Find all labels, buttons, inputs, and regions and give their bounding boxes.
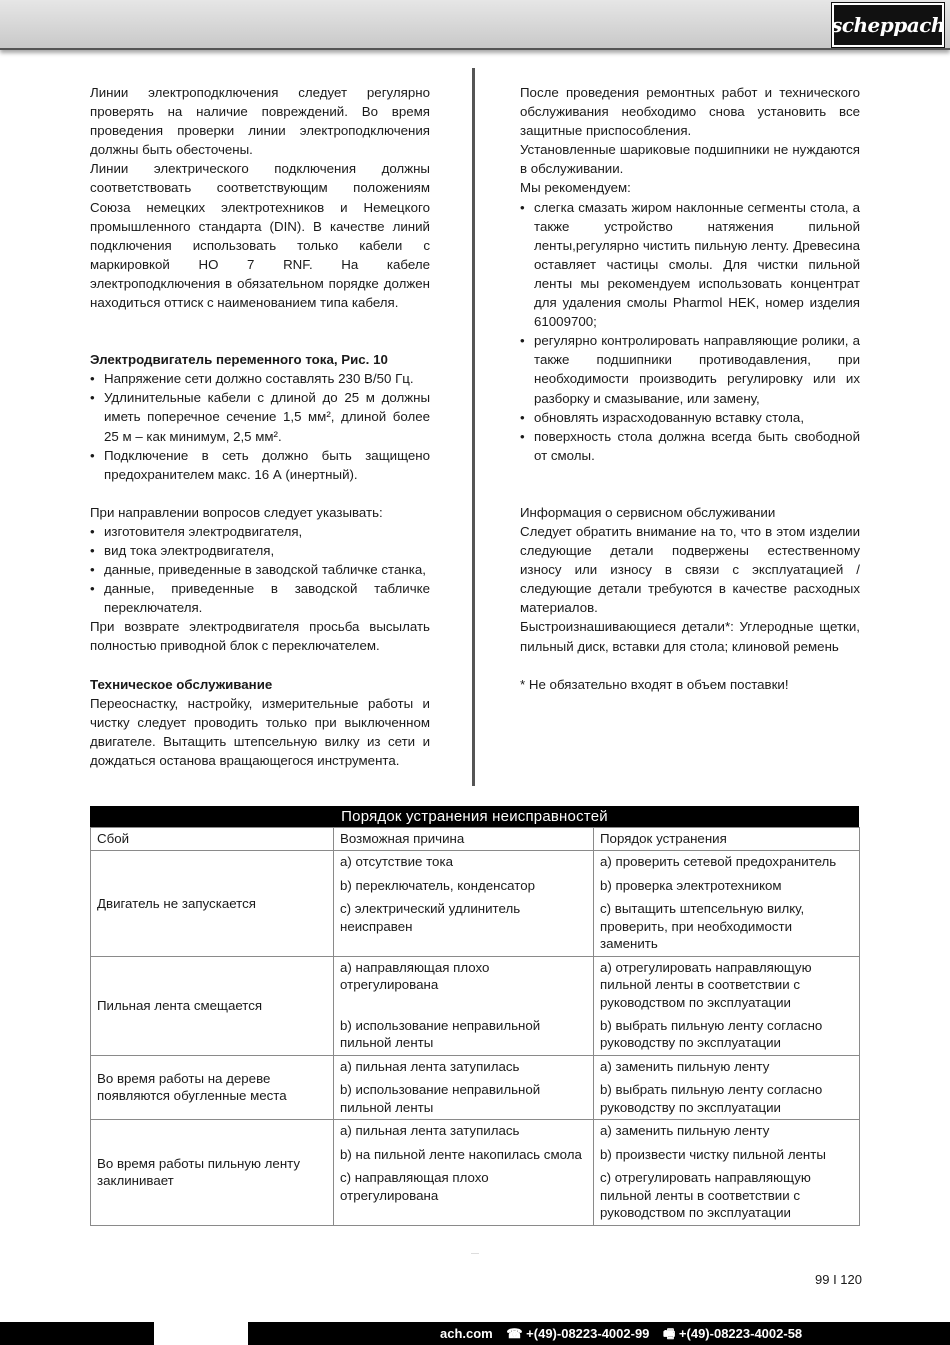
paragraph: Быстроизнашивающиеся детали*: Углеродные щетки, пильный диск, вставки для стола; клиновой ремень [520, 619, 860, 654]
section-heading: Техническое обслуживание [90, 676, 273, 692]
cause-cell [334, 1055, 594, 1120]
remedy-cell [594, 851, 860, 957]
fax-number: 🖷 +(49)-08223-4002-58 [663, 1326, 803, 1341]
bullet-list [90, 522, 430, 617]
bullet-list [90, 369, 430, 484]
footer-contact [440, 1322, 812, 1345]
paragraph: Мы рекомендуем: [520, 180, 631, 196]
column-header: Сбой [91, 828, 334, 851]
remedy-cell [594, 956, 860, 1055]
cause-item: a) пильная лента затупилась [340, 1123, 520, 1138]
remedy-item: c) отрегулировать направляющую пильной ленты в соответствии с руководством по эксплуатации [600, 1170, 811, 1220]
cause-item: b) переключатель, конденсатор [340, 877, 535, 893]
list-item: • Напряжение сети должно составлять 230 В/50 Гц. [90, 369, 430, 388]
footer-gap [154, 1322, 248, 1345]
remedy-item: b) выбрать пильную ленту согласно руководству по эксплуатации [600, 1017, 823, 1050]
section-heading: Информация о сервисном обслуживании [520, 504, 776, 520]
cause-item: b) использование неправильной пильной ленты [340, 1082, 541, 1115]
table-row [91, 956, 860, 1055]
fault-cell: Пильная лента смещается [91, 956, 334, 1055]
fault-cell: Во время работы пильную ленту заклинивает [91, 1120, 334, 1226]
cause-cell [334, 851, 594, 957]
remedy-cell [594, 1120, 860, 1226]
cause-item: c) электрический удлинитель неисправен [340, 901, 521, 934]
table-header-row [91, 828, 860, 851]
list-item: • данные, приведенные в заводской табличке переключателя. [90, 579, 430, 617]
cause-item: b) на пильной ленте накопилась смола [340, 1146, 582, 1162]
brand-logo: scheppach [832, 3, 944, 47]
footnote: * Не обязательно входят в объем поставки! [520, 676, 789, 692]
column-header: Возможная причина [334, 828, 594, 851]
fault-cell: Во время работы на дереве появляются обугленные места [91, 1055, 334, 1120]
list-item: • Подключение в сеть должно быть защищено предохранителем макс. 16 А (инертный). [90, 446, 430, 484]
paragraph: Линии электрического подключения должны соответствовать соответствующим положениям Союза немецких электротехников и Немецкого промышленного стандарта (DIN). В качестве линий подключения использовать только кабели с маркировкой HO 7 RNF. На кабеле электроподключения в обязательном порядке должен находиться оттиск с наименованием типа кабеля. [90, 161, 430, 311]
website-link[interactable]: ach.com [440, 1326, 493, 1341]
paragraph: Установленные шариковые подшипники не нуждаются в обслуживании. [520, 142, 860, 177]
list-item: • слегка смазать жиром наклонные сегменты стола, а также устройство натяжения пильной ленты,регулярно чистить пильную ленту. Древесина оставляет частицы смолы. Для чистки пильной ленты мы рекомендуем использовать концентрат для удаления смолы Pharmol HEK, номер изделия 61009700; [520, 198, 860, 332]
paragraph: При направлении вопросов следует указывать: [90, 504, 383, 520]
cause-item: a) направляющая плохо отрегулирована [340, 959, 490, 992]
right-column [520, 83, 860, 694]
troubleshooting-table [90, 806, 859, 1226]
table-row [91, 1120, 860, 1226]
paragraph: При возврате электродвигателя просьба высылать полностью приводной блок с переключателем. [90, 619, 430, 654]
list-item: • Удлинительные кабели с длиной до 25 м должны иметь поперечное сечение 1,5 мм², длиной более 25 м – как минимум, 2,5 мм². [90, 388, 430, 445]
remedy-item: a) проверить сетевой предохранитель [600, 854, 837, 869]
paragraph: Переоснастку, настройку, измерительные работы и чистку следует проводить только при выключенном двигателе. Вытащить штепсельную вилку из сети и дождаться останова вращающегося инструмента. [90, 695, 430, 768]
paragraph: После проведения ремонтных работ и технического обслуживания необходимо снова установить все защитные приспособления. [520, 85, 860, 139]
left-column [90, 83, 430, 770]
list-item: • изготовителя электродвигателя, [90, 522, 430, 541]
cause-item: a) пильная лента затупилась [340, 1058, 520, 1074]
remedy-item: a) заменить пильную ленту [600, 1123, 770, 1138]
column-header: Порядок устранения [594, 828, 860, 851]
divider [471, 1253, 479, 1254]
paragraph: Следует обратить внимание на то, что в этом изделии следующие детали подвержены естественному износу или износу в связи с эксплуатацией / следующие детали требуются в качестве расходных материалов. [520, 523, 860, 616]
remedy-item: b) произвести чистку пильной ленты [600, 1146, 826, 1162]
fault-cell: Двигатель не запускается [91, 851, 334, 957]
remedy-cell [594, 1055, 860, 1120]
cause-cell [334, 956, 594, 1055]
column-divider [472, 68, 475, 786]
remedy-item: a) отрегулировать направляющую пильной ленты в соответствии с руководством по эксплуатации [600, 959, 812, 1010]
remedy-item: b) проверка электротехником [600, 877, 782, 893]
list-item: • вид тока электродвигателя, [90, 541, 430, 560]
table-row [91, 851, 860, 957]
cause-cell [334, 1120, 594, 1226]
table-row [91, 1055, 860, 1120]
table-title: Порядок устранения неисправностей [90, 806, 859, 827]
list-item: • данные, приведенные в заводской табличке станка, [90, 560, 430, 579]
section-heading: Электродвигатель переменного тока, Рис. 10 [90, 352, 388, 368]
remedy-item: b) выбрать пильную ленту согласно руководству по эксплуатации [600, 1082, 823, 1115]
list-item: • регулярно контролировать направляющие ролики, а также подшипники противодавления, при необходимости производить регулировку или их разборку и смазывание, или замену, [520, 331, 860, 407]
paragraph: Линии электроподключения следует регулярно проверять на наличие повреждений. Во время проведения проверки линии электроподключения должны быть обесточены. [90, 85, 430, 158]
list-item: • обновлять израсходованную вставку стола, [520, 408, 860, 427]
cause-item: c) направляющая плохо отрегулирована [340, 1170, 489, 1203]
list-item: • поверхность стола должна всегда быть свободной от смолы. [520, 427, 860, 465]
remedy-item: a) заменить пильную ленту [600, 1058, 770, 1074]
page-header [0, 0, 950, 50]
remedy-item: c) вытащить штепсельную вилку, проверить, при необходимости заменить [600, 901, 805, 951]
cause-item: a) отсутствие тока [340, 854, 453, 869]
bullet-list [520, 198, 860, 465]
phone-number: ☎ +(49)-08223-4002-99 [506, 1326, 650, 1341]
page-number: 99 I 120 [815, 1272, 862, 1287]
cause-item: b) использование неправильной пильной ленты [340, 1017, 541, 1050]
